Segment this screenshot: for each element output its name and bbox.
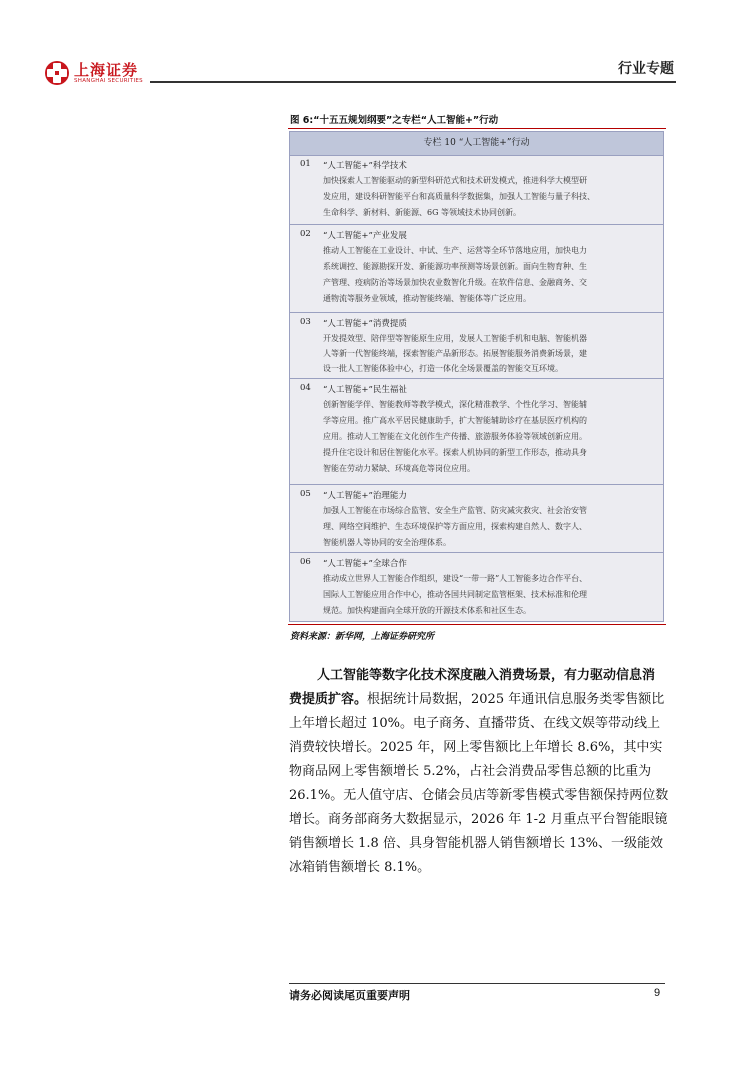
figure-top-rule xyxy=(288,128,666,129)
section-line: 智能机器人等协同的安全治理体系。 xyxy=(323,538,451,547)
section-line: 开发提效型、陪伴型等智能原生应用，发展人工智能手机和电脑、智能机器 xyxy=(323,334,587,343)
section-line: 理、网络空间维护、生态环境保护等方面应用，探索构建自然人、数字人、 xyxy=(323,522,587,531)
body-line xyxy=(289,691,664,709)
section-05 xyxy=(290,485,663,553)
body-line: 消费较快增长。2025 年，网上零售额比上年增长 8.6%，其中实 xyxy=(289,740,663,755)
section-number: 05 xyxy=(300,489,311,499)
section-line: 推动成立世界人工智能合作组织，建设“一带一路”人工智能多边合作平台、 xyxy=(323,574,588,583)
body-line: 销售额增长 1.8 倍、具身智能机器人销售额增长 13%、一级能效 xyxy=(289,836,663,851)
section-title: “人工智能+”产业发展 xyxy=(323,231,407,241)
section-title: “人工智能+”民生福祉 xyxy=(323,385,407,395)
section-line: 发应用，建设科研智能平台和高质量科学数据集，加强人工智能与量子科技、 xyxy=(323,192,595,201)
panel-title: 专栏 10 “人工智能+”行动 xyxy=(290,132,663,156)
section-line: 规范。加快构建面向全球开放的开源技术体系和社区生态。 xyxy=(323,606,531,615)
section-line: 人等新一代智能终端，探索智能产品新形态。拓展智能服务消费新场景，建 xyxy=(323,349,587,358)
body-line: 冰箱销售额增长 8.1%。 xyxy=(289,860,431,875)
section-03 xyxy=(290,313,663,379)
section-line: 通物流等服务业领域，推动智能终端、智能体等广泛应用。 xyxy=(323,294,531,303)
section-line: 系统调控、能源勘探开发、新能源功率预测等场景创新。面向生物育种、生 xyxy=(323,262,587,271)
section-number: 01 xyxy=(300,159,311,169)
section-line: 创新智能学伴、智能教师等教学模式，深化精准教学、个性化学习、智能辅 xyxy=(323,400,587,409)
section-line: 加快探索人工智能驱动的新型科研范式和技术研发模式，推进科学大模型研 xyxy=(323,176,587,185)
section-line: 产管理、疫病防治等场景加快农业数智化升级。在软件信息、金融商务、交 xyxy=(323,278,587,287)
section-line: 提升住宅设计和居住智能化水平。探索人机协同的新型工作形态，推动具身 xyxy=(323,448,587,457)
body-line: 物商品网上零售额增长 5.2%，占社会消费品零售总额的比重为 xyxy=(289,764,652,779)
section-line: 生命科学、新材料、新能源、6G 等领域技术协同创新。 xyxy=(323,208,522,217)
section-line: 智能在劳动力紧缺、环境高危等岗位应用。 xyxy=(323,464,475,473)
section-title: “人工智能+”消费提质 xyxy=(323,319,407,329)
footer-divider xyxy=(289,983,665,984)
section-04 xyxy=(290,379,663,485)
body-line xyxy=(317,667,655,685)
page-number: 9 xyxy=(654,987,661,999)
section-line: 设一批人工智能体验中心，打造一体化全场景覆盖的智能交互环境。 xyxy=(323,364,563,373)
figure-bottom-rule xyxy=(288,624,666,625)
section-number: 04 xyxy=(300,383,311,393)
section-line: 推动人工智能在工业设计、中试、生产、运营等全环节落地应用，加快电力 xyxy=(323,246,587,255)
disclaimer-note: 请务必阅读尾页重要声明 xyxy=(289,989,410,1002)
header-divider xyxy=(150,81,676,83)
body-line: 26.1%。无人值守店、仓储会员店等新零售模式零售额保持两位数 xyxy=(289,788,669,803)
section-number: 03 xyxy=(300,317,311,327)
body-line: 增长。商务部商务大数据显示，2026 年 1-2 月重点平台智能眼镜 xyxy=(289,812,668,827)
section-line: 学等应用。推广高水平居民健康助手，扩大智能辅助诊疗在基层医疗机构的 xyxy=(323,416,587,425)
section-01 xyxy=(290,155,663,225)
section-line: 国际人工智能应用合作中心，推动各国共同制定监管框架、技术标准和伦理 xyxy=(323,590,587,599)
logo-mark-icon xyxy=(44,60,70,86)
body-text: 根据统计局数据，2025 年通讯信息服务类零售额比 xyxy=(367,692,665,707)
body-emphasis: 费提质扩容。 xyxy=(289,692,368,707)
section-title: “人工智能+”全球合作 xyxy=(323,559,407,569)
figure-source: 资料来源：新华网，上海证券研究所 xyxy=(290,632,435,642)
section-title: “人工智能+”治理能力 xyxy=(323,491,407,501)
logo-text-cn: 上海证券 xyxy=(74,61,139,79)
body-emphasis: 人工智能等数字化技术深度融入消费场景，有力驱动信息消 xyxy=(317,668,656,683)
section-title: “人工智能+”科学技术 xyxy=(323,161,407,171)
section-number: 02 xyxy=(300,229,311,239)
section-line: 加强人工智能在市场综合监管、安全生产监管、防灾减灾救灾、社会治安管 xyxy=(323,506,587,515)
section-02 xyxy=(290,225,663,313)
figure-caption: 图 6:“十五五规划纲要”之专栏“人工智能+”行动 xyxy=(290,115,499,126)
section-06 xyxy=(290,553,663,621)
body-line: 上年增长超过 10%。电子商务、直播带货、在线文娱等带动线上 xyxy=(289,716,661,731)
logo-text-en: SHANGHAI SECURITIES xyxy=(74,78,143,84)
feature-panel xyxy=(289,131,664,622)
section-line: 应用。推动人工智能在文化创作生产传播、旅游服务体验等领域创新应用。 xyxy=(323,432,587,441)
company-logo xyxy=(44,58,164,92)
section-number: 06 xyxy=(300,557,311,567)
report-category: 行业专题 xyxy=(618,61,674,77)
